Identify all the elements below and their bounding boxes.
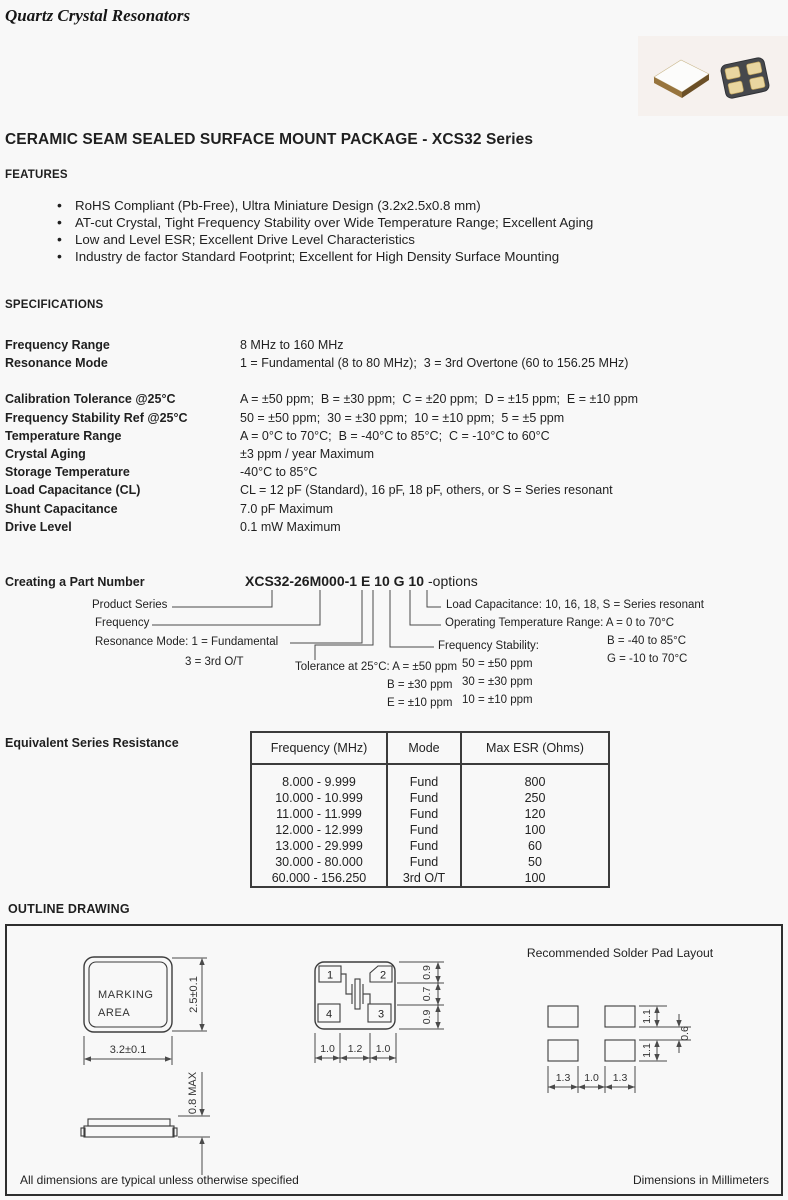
dim-pad-col-width-2: 1.2 [347, 1043, 363, 1055]
table-row [251, 854, 609, 870]
spec-row [5, 465, 783, 483]
bottom-view [315, 962, 444, 1063]
esr-cell: 50 [461, 854, 609, 870]
spec-label: Storage Temperature [5, 465, 130, 480]
spec-label: Load Capacitance (CL) [5, 483, 141, 498]
dim-body-height: 2.5±0.1 [188, 976, 200, 1013]
spec-value: CL = 12 pF (Standard), 16 pF, 18 pF, others, or S = Series resonant [240, 483, 613, 498]
esr-spacer-row [251, 764, 609, 774]
dim-pad-col-width-1: 1.0 [320, 1043, 335, 1055]
spec-value: 1 = Fundamental (8 to 80 MHz); 3 = 3rd Overtone (60 to 156.25 MHz) [240, 356, 629, 371]
dim-body-width: 3.2±0.1 [109, 1044, 147, 1056]
spec-value: 8 MHz to 160 MHz [240, 338, 344, 352]
spec-label: Drive Level [5, 519, 72, 534]
esr-col-frequency: Frequency (MHz) [251, 732, 387, 764]
callout-resonance-mode: Resonance Mode: 1 = Fundamental [95, 636, 279, 648]
table-row [251, 790, 609, 806]
esr-col-max-esr: Max ESR (Ohms) [461, 732, 609, 764]
dim-land-width-3: 1.3 [612, 1072, 628, 1084]
outline-drawing [7, 926, 781, 1192]
callout-resonance-mode-2: 3 = 3rd O/T [185, 656, 244, 668]
esr-cell: Fund [387, 790, 461, 806]
pin-label-4: 4 [325, 1008, 333, 1021]
dim-land-width-2: 1.0 [584, 1072, 599, 1084]
esr-cell: 3rd O/T [387, 870, 461, 887]
spec-row [5, 520, 783, 538]
solder-pad-layout [527, 946, 714, 1093]
callout-tolerance-3: E = ±10 ppm [387, 697, 453, 709]
spec-value: -40°C to 85°C [240, 465, 318, 480]
spec-value: A = 0°C to 70°C; B = -40°C to 85°C; C = -10°C to 60°C [240, 428, 550, 443]
pin-label-3: 3 [377, 1008, 385, 1021]
page-title: Quartz Crystal Resonators [5, 6, 191, 25]
callout-stability-3: 10 = ±10 ppm [462, 694, 533, 706]
callout-stability-label: Frequency Stability: [438, 640, 539, 652]
esr-cell: Fund [387, 838, 461, 854]
callout-load-capacitance: Load Capacitance: 10, 16, 18, S = Series resonant [446, 599, 704, 611]
spec-label: Frequency Range [5, 338, 110, 352]
dim-land-gap: 0.6 [679, 1026, 691, 1041]
part-number-heading: Creating a Part Number [5, 575, 145, 589]
esr-cell: Fund [387, 774, 461, 790]
spec-value: 0.1 mW Maximum [240, 519, 341, 534]
table-row [251, 870, 609, 887]
land-pad [548, 1006, 578, 1027]
callout-stability-2: 30 = ±30 ppm [462, 676, 533, 688]
esr-cell: 60.000 - 156.250 [251, 870, 387, 887]
crystal-symbol [341, 974, 370, 1009]
dim-pad-col-width-3: 1.0 [375, 1043, 391, 1055]
esr-cell: 11.000 - 11.999 [251, 806, 387, 822]
table-row [251, 822, 609, 838]
esr-cell: Fund [387, 822, 461, 838]
callout-operating-temperature-2: B = -40 to 85°C [607, 635, 687, 647]
marking-area-label: AREA [98, 1007, 131, 1019]
esr-cell: 30.000 - 80.000 [251, 854, 387, 870]
spec-row [5, 429, 783, 447]
table-row [251, 806, 609, 822]
dim-pad-row-height-3: 0.9 [421, 1009, 433, 1025]
esr-cell: 12.000 - 12.999 [251, 822, 387, 838]
spec-value: 50 = ±50 ppm; 30 = ±30 ppm; 10 = ±10 ppm; 5 = ±5 ppm [240, 410, 565, 425]
top-view [84, 957, 207, 1065]
esr-cell: 100 [461, 870, 609, 887]
spec-value: 7.0 pF Maximum [240, 501, 334, 516]
document-title: CERAMIC SEAM SEALED SURFACE MOUNT PACKAGE - XCS32 Series [5, 131, 534, 148]
dim-pad-row-height-2: 0.7 [421, 986, 433, 1002]
solder-pad-layout-title: Recommended Solder Pad Layout [526, 946, 714, 960]
esr-table [250, 731, 610, 888]
pin-label-2: 2 [379, 969, 387, 982]
spec-label: Calibration Tolerance @25°C [5, 392, 176, 407]
spec-row [5, 502, 783, 520]
pin-label-1: 1 [326, 969, 334, 982]
table-row [251, 774, 609, 790]
note-right: Dimensions in Millimeters [632, 1173, 769, 1187]
esr-cell: 10.000 - 10.999 [251, 790, 387, 806]
spec-row [5, 411, 783, 429]
callout-stability-1: 50 = ±50 ppm [462, 658, 533, 670]
specifications-list [5, 338, 783, 538]
land-pad [605, 1040, 635, 1061]
outline-drawing-heading: OUTLINE DRAWING [8, 902, 130, 916]
callout-tolerance: Tolerance at 25°C: A = ±50 ppm [295, 661, 458, 673]
feature-item: • Low and Level ESR; Excellent Drive Level Characteristics [57, 231, 757, 248]
esr-cell: 60 [461, 838, 609, 854]
side-view [81, 1071, 210, 1175]
callout-line-product-series [172, 590, 272, 607]
esr-cell: Fund [387, 854, 461, 870]
esr-cell: Fund [387, 806, 461, 822]
marking-area-label: MARKING [98, 989, 154, 1001]
feature-item: • AT-cut Crystal, Tight Frequency Stability over Wide Temperature Range; Excellent Aging [57, 214, 757, 231]
spec-label: Frequency Stability Ref @25°C [5, 410, 188, 425]
table-row [251, 838, 609, 854]
esr-heading: Equivalent Series Resistance [5, 736, 179, 750]
feature-item: • RoHS Compliant (Pb-Free), Ultra Miniature Design (3.2x2.5x0.8 mm) [57, 197, 757, 214]
spec-row [5, 483, 783, 501]
dim-land-width-1: 1.3 [555, 1072, 571, 1084]
part-number-value: XCS32-26M000-1 E 10 G 10 [245, 573, 424, 589]
spec-row [5, 356, 783, 374]
spec-label: Temperature Range [5, 428, 122, 443]
spec-row [5, 392, 783, 410]
land-pad [605, 1006, 635, 1027]
spec-row [5, 338, 783, 356]
features-heading: FEATURES [5, 169, 68, 181]
spec-label: Shunt Capacitance [5, 501, 118, 516]
spec-value: A = ±50 ppm; B = ±30 ppm; C = ±20 ppm; D = ±15 ppm; E = ±10 ppm [240, 392, 639, 407]
esr-cell: 120 [461, 806, 609, 822]
esr-cell: 13.000 - 29.999 [251, 838, 387, 854]
outline-drawing-box [5, 924, 783, 1196]
land-pad [548, 1040, 578, 1061]
part-number-suffix: -options [428, 573, 478, 589]
esr-cell: 250 [461, 790, 609, 806]
callout-line-resonance-mode [290, 590, 362, 643]
callout-line-load-capacitance [427, 590, 441, 607]
spec-row [5, 447, 783, 465]
spec-label: Crystal Aging [5, 446, 86, 461]
esr-cell: 800 [461, 774, 609, 790]
esr-cell: 8.000 - 9.999 [251, 774, 387, 790]
spec-value: ±3 ppm / year Maximum [240, 446, 374, 461]
callout-product-series: Product Series [92, 599, 168, 611]
feature-item: • Industry de factor Standard Footprint; Excellent for High Density Surface Mounting [57, 248, 757, 265]
specifications-heading: SPECIFICATIONS [5, 299, 104, 311]
callout-operating-temperature: Operating Temperature Range: A = 0 to 70°C [445, 617, 675, 629]
esr-cell: 100 [461, 822, 609, 838]
callout-tolerance-2: B = ±30 ppm [387, 679, 453, 691]
dim-pad-row-height-1: 0.9 [421, 965, 433, 980]
dim-land-height-top: 1.1 [641, 1009, 653, 1024]
callout-line-tolerance [315, 590, 373, 660]
dim-land-height-bottom: 1.1 [641, 1043, 653, 1058]
features-list [57, 197, 757, 265]
dim-body-thickness: 0.8 MAX [187, 1071, 199, 1115]
callout-operating-temperature-3: G = -10 to 70°C [607, 653, 688, 665]
note-left: All dimensions are typical unless otherwise specified [20, 1173, 299, 1187]
callout-frequency: Frequency [95, 617, 150, 629]
spec-label: Resonance Mode [5, 356, 108, 371]
product-photo [638, 36, 788, 116]
esr-col-mode: Mode [387, 732, 461, 764]
esr-header-row [251, 732, 609, 764]
